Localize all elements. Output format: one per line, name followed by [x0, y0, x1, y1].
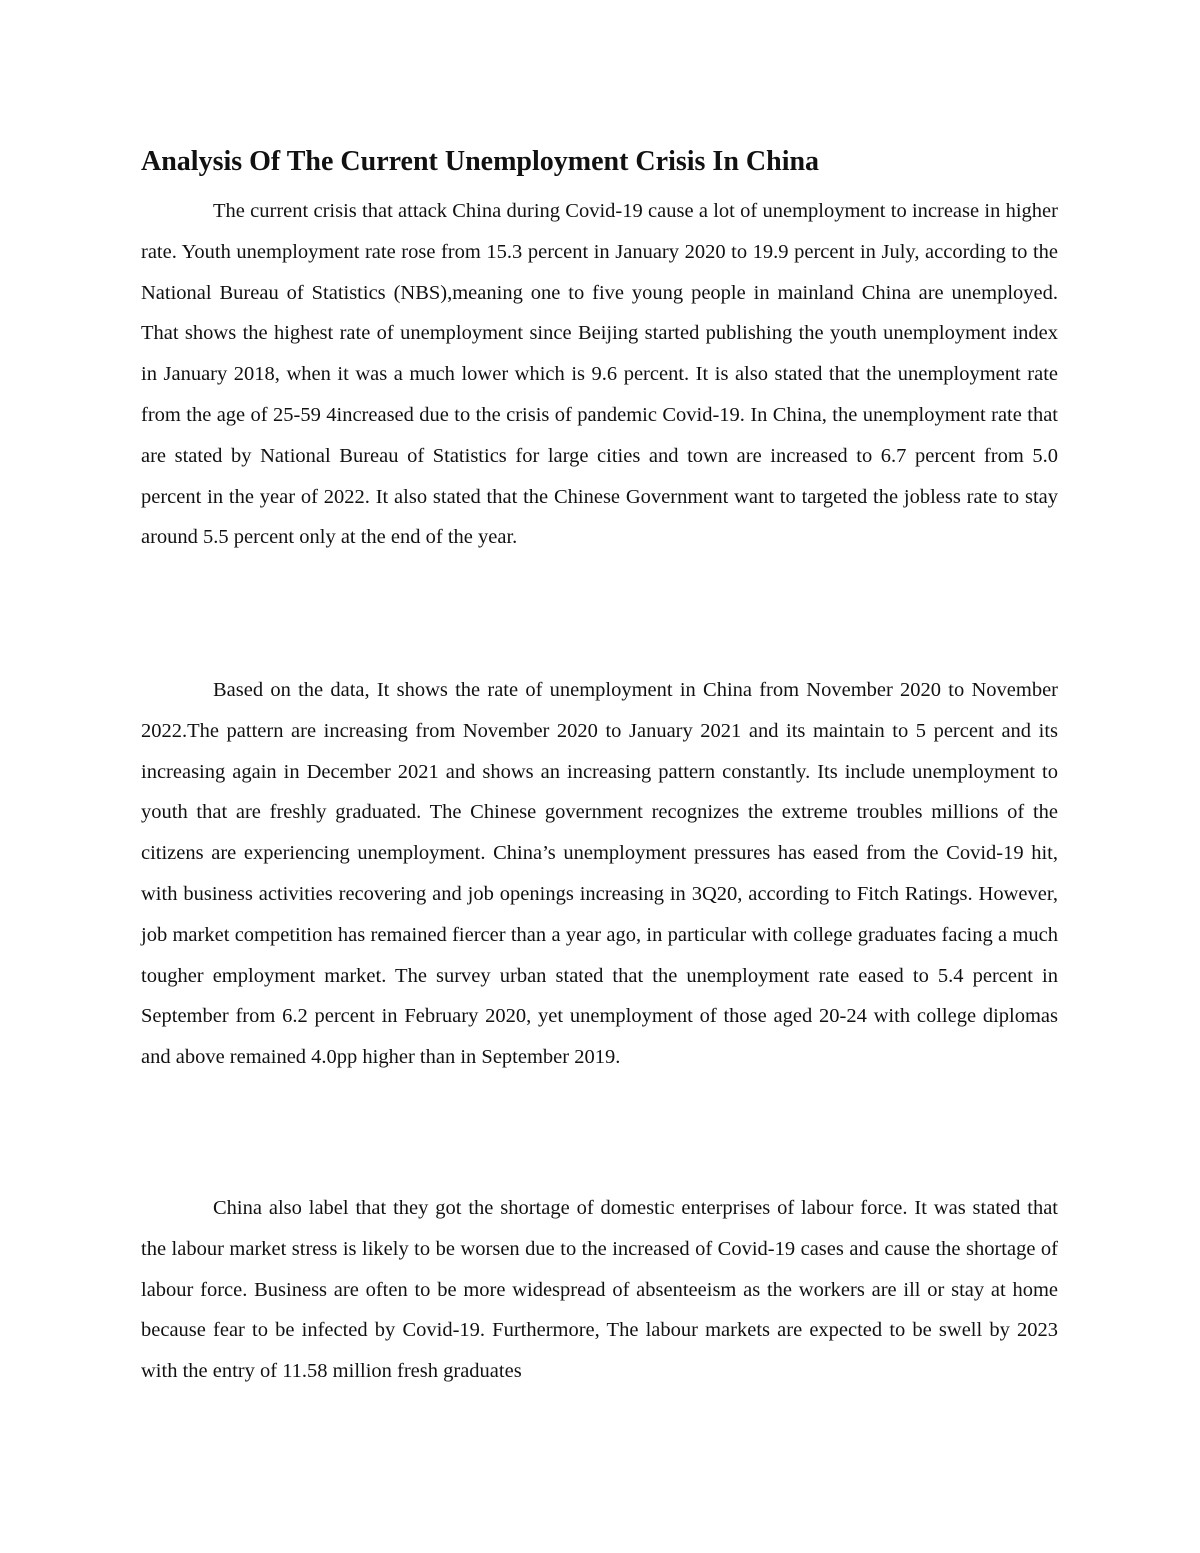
- document-title: Analysis Of The Current Unemployment Crisis In China: [141, 146, 820, 177]
- paragraph-1: The current crisis that attack China during Covid-19 cause a lot of unemployment to increase in higher rate. Youth unemployment rate rose from 15.3 percent in January 2020 to 19.9 percent in July, according to the National Bureau of Statistics (NBS),meaning one to five young people in mainland China are unemployed. That shows the highest rate of unemployment since Beijing started publishing the youth unemployment index in January 2018, when it was a much lower which is 9.6 percent. It is also stated that the unemployment rate from the age of 25-59 4increased due to the crisis of pandemic Covid-19. In China, the unemployment rate that are stated by National Bureau of Statistics for large cities and town are increased to 6.7 percent from 5.0 percent in the year of 2022. It also stated that the Chinese Government want to targeted the jobless rate to stay around 5.5 percent only at the end of the year.: [141, 200, 1058, 549]
- paragraph-3: China also label that they got the shortage of domestic enterprises of labour force. It was stated that the labour market stress is likely to be worsen due to the increased of Covid-19 cases and cause the shortage of labour force. Business are often to be more widespread of absenteeism as the workers are ill or stay at home because fear to be infected by Covid-19. Furthermore, The labour markets are expected to be swell by 2023 with the entry of 11.58 million fresh graduates: [141, 1197, 1058, 1383]
- paragraph-2: Based on the data, It shows the rate of unemployment in China from November 2020 to November 2022.The pattern are increasing from November 2020 to January 2021 and its maintain to 5 percent and its increasing again in December 2021 and shows an increasing pattern constantly. Its include unemployment to youth that are freshly graduated. The Chinese government recognizes the extreme troubles millions of the citizens are experiencing unemployment. China’s unemployment pressures has eased from the Covid-19 hit, with business activities recovering and job openings increasing in 3Q20, according to Fitch Ratings. However, job market competition has remained fiercer than a year ago, in particular with college graduates facing a much tougher employment market. The survey urban stated that the unemployment rate eased to 5.4 percent in September from 6.2 percent in February 2020, yet unemployment of those aged 20-24 with college diplomas and above remained 4.0pp higher than in September 2019.: [141, 679, 1058, 1069]
